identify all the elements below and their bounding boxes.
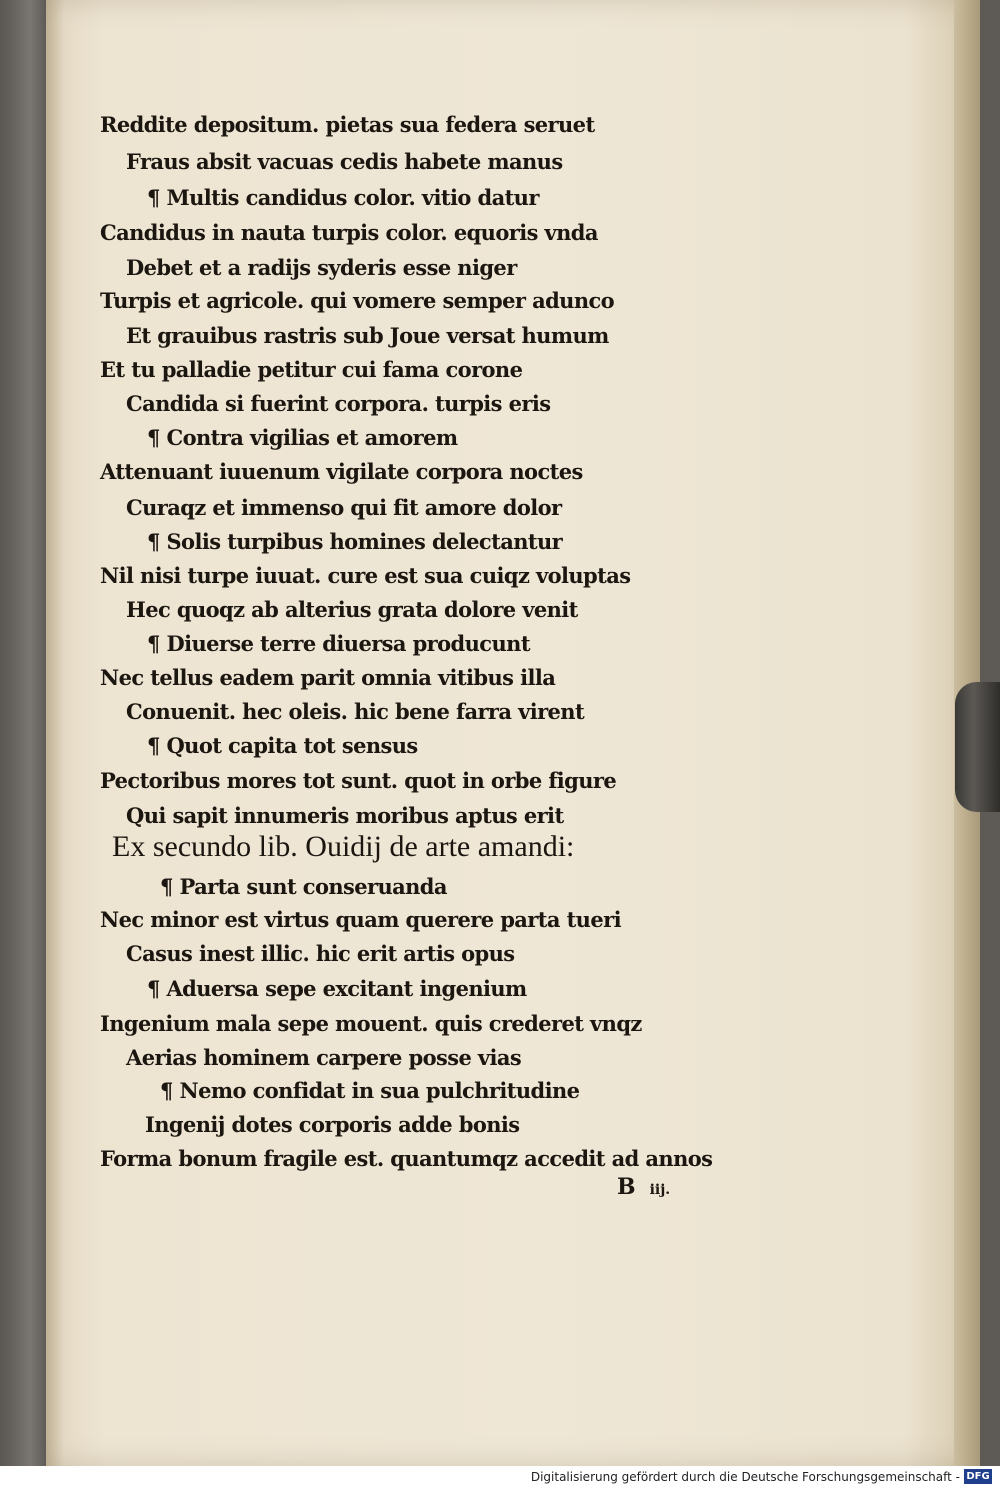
text-line: Casus inest illic. hic erit artis opus — [126, 941, 515, 966]
rubric-line: ¶ Diuerse terre diuersa producunt — [147, 631, 530, 656]
rubric-line: ¶ Nemo confidat in sua pulchritudine — [160, 1078, 580, 1103]
signature-letter: B — [617, 1174, 636, 1200]
text-line: Candida si fuerint corpora. turpis eris — [126, 391, 551, 416]
text-line: Pectoribus mores tot sunt. quot in orbe figure — [100, 768, 617, 793]
section-heading: Ex secundo lib. Ouidij de arte amandi: — [112, 830, 575, 863]
text-line: Nil nisi turpe iuuat. cure est sua cuiqz voluptas — [100, 563, 631, 588]
signature-mark — [617, 1174, 670, 1200]
text-line: Et tu palladie petitur cui fama corone — [100, 357, 523, 382]
text-line: Attenuant iuuenum vigilate corpora noctes — [100, 459, 583, 484]
page-clip — [955, 682, 1000, 812]
show-through-text — [620, 100, 780, 1180]
text-line: Et grauibus rastris sub Joue versat humum — [126, 323, 609, 348]
text-line: Debet et a radijs syderis esse niger — [126, 255, 517, 280]
rubric-line: ¶ Solis turpibus homines delectantur — [147, 529, 563, 554]
text-line: Aerias hominem carpere posse vias — [126, 1045, 522, 1070]
text-line: Hec quoqz ab alterius grata dolore venit — [126, 597, 578, 622]
text-line: Conuenit. hec oleis. hic bene farra virent — [126, 699, 585, 724]
text-line: Curaqz et immenso qui fit amore dolor — [126, 495, 562, 520]
funding-text: Digitalisierung gefördert durch die Deutsche Forschungsgemeinschaft - — [530, 1470, 960, 1484]
text-line: Turpis et agricole. qui vomere semper adunco — [100, 288, 615, 313]
funding-footer — [0, 1466, 1000, 1488]
text-line: Nec tellus eadem parit omnia vitibus illa — [100, 665, 556, 690]
text-line: Reddite depositum. pietas sua federa seruet — [100, 112, 595, 137]
rubric-line: ¶ Quot capita tot sensus — [147, 733, 418, 758]
text-line: Candidus in nauta turpis color. equoris vnda — [100, 220, 598, 245]
dfg-logo-icon: DFG — [964, 1469, 992, 1484]
rubric-line: ¶ Multis candidus color. vitio datur — [147, 185, 539, 210]
text-line: Nec minor est virtus quam querere parta tueri — [100, 907, 621, 932]
text-line: Forma bonum fragile est. quantumqz accedit ad annos — [100, 1146, 713, 1171]
text-line: Qui sapit innumeris moribus aptus erit — [126, 803, 564, 828]
signature-number: iij. — [649, 1182, 671, 1198]
text-line: Ingenij dotes corporis adde bonis — [145, 1112, 520, 1137]
text-line: Ingenium mala sepe mouent. quis crederet vnqz — [100, 1011, 642, 1036]
rubric-line: ¶ Parta sunt conseruanda — [160, 874, 447, 899]
rubric-line: ¶ Aduersa sepe excitant ingenium — [147, 976, 527, 1001]
rubric-line: ¶ Contra vigilias et amorem — [147, 425, 458, 450]
text-line: Fraus absit vacuas cedis habete manus — [126, 149, 563, 174]
